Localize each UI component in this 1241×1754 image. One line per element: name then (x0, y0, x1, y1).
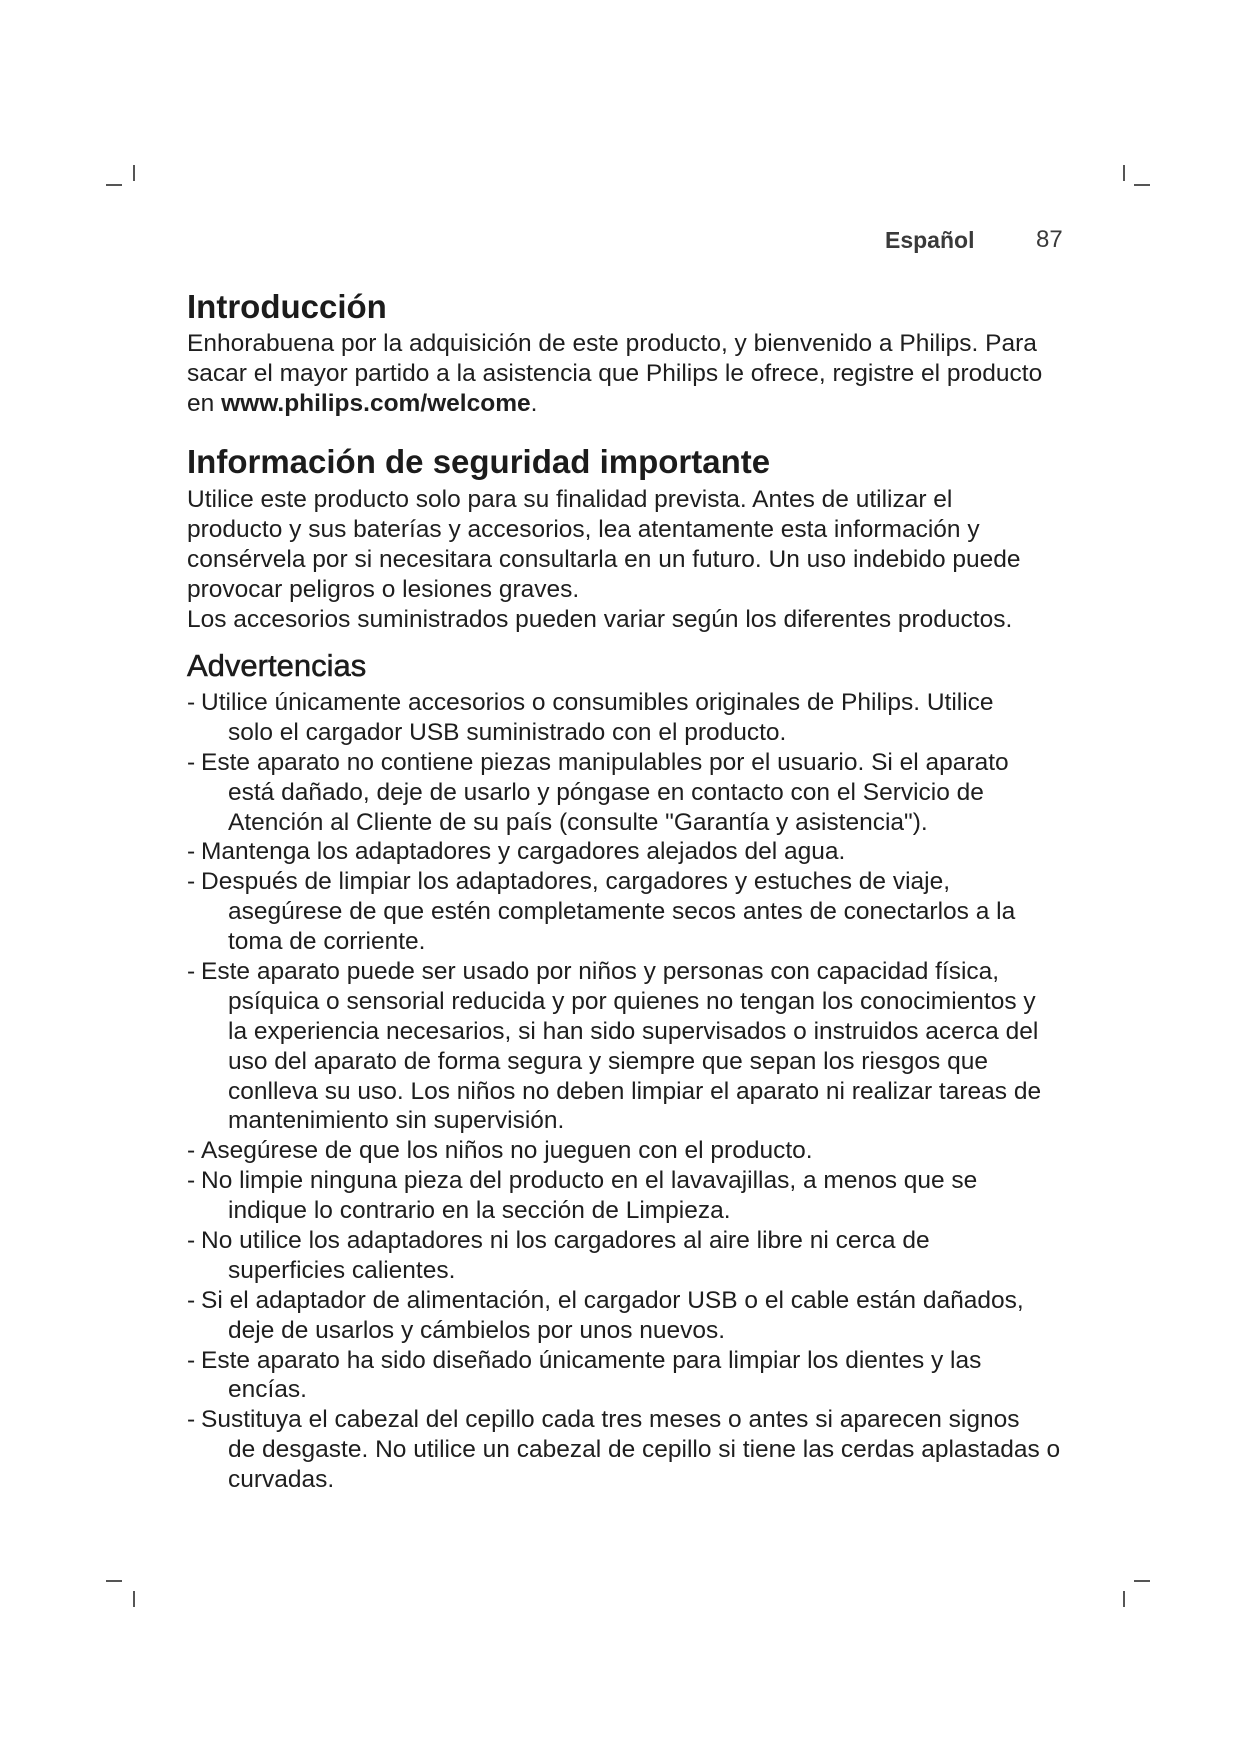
warning-line (187, 867, 1060, 897)
list-marker: - (187, 748, 196, 776)
warning-text: Sustituya el cabezal del cepillo cada tres meses o antes si aparecen signos (201, 1406, 1020, 1434)
warning-line: la experiencia necesarios, si han sido supervisados o instruidos acerca del (228, 1017, 1039, 1045)
crop-mark-bottom-right-horizontal (1134, 1580, 1150, 1582)
website-url: www.philips.com/welcome (221, 389, 531, 417)
warning-text: Este aparato no contiene piezas manipulables por el usuario. Si el aparato (201, 748, 1009, 776)
warning-line (187, 1136, 1060, 1166)
warning-line: uso del aparato de forma segura y siempre que sepan los riesgos que (228, 1047, 988, 1075)
list-marker: - (187, 958, 196, 986)
warning-line (187, 1286, 1060, 1316)
list-marker: - (187, 868, 196, 896)
warning-line: de desgaste. No utilice un cabezal de cepillo si tiene las cerdas aplastadas o (228, 1436, 1061, 1464)
warning-line (187, 1226, 1060, 1256)
warning-item (187, 837, 1060, 867)
crop-mark-top-left-vertical (133, 165, 135, 181)
paragraph-line: provocar peligros o lesiones graves. (187, 575, 580, 603)
paragraph-line: Enhorabuena por la adquisición de este producto, y bienvenido a Philips. Para (187, 330, 1037, 357)
warning-line: solo el cargador USB suministrado con el producto. (228, 718, 787, 746)
warning-line (187, 1166, 1060, 1196)
warning-line (187, 837, 1060, 867)
warning-item (187, 1405, 1060, 1495)
list-marker: - (187, 1137, 196, 1165)
crop-mark-top-right-horizontal (1134, 184, 1150, 186)
warning-item (187, 867, 1060, 957)
warning-item (187, 748, 1060, 838)
warning-item (187, 1136, 1060, 1166)
crop-mark-bottom-right-vertical (1123, 1591, 1125, 1607)
warning-line: toma de corriente. (228, 928, 426, 956)
list-marker: - (187, 1406, 196, 1434)
warning-line: superficies calientes. (228, 1256, 456, 1284)
warning-line (187, 1405, 1060, 1435)
warning-text: Asegúrese de que los niños no jueguen con el producto. (201, 1137, 813, 1165)
warnings-list (187, 688, 1060, 1495)
crop-mark-top-left-horizontal (106, 184, 122, 186)
warning-line: asegúrese de que estén completamente secos antes de conectarlos a la (228, 898, 1016, 926)
sentence-period: . (530, 389, 538, 417)
warning-line: deje de usarlos y cámbielos por unos nuevos. (228, 1316, 726, 1344)
warning-text: Utilice únicamente accesorios o consumibles originales de Philips. Utilice (201, 689, 994, 716)
paragraph-line (187, 389, 1042, 419)
paragraph-line: sacar el mayor partido a la asistencia que Philips le ofrece, registre el producto (187, 359, 1043, 387)
list-marker: - (187, 689, 196, 716)
warning-text: No limpie ninguna pieza del producto en el lavavajillas, a menos que se (201, 1167, 978, 1195)
warning-line: mantenimiento sin supervisión. (228, 1107, 565, 1135)
warning-item (187, 688, 1060, 748)
warning-line (187, 957, 1060, 987)
warning-item (187, 1286, 1060, 1346)
warning-text: Este aparato puede ser usado por niños y personas con capacidad física, (201, 958, 1000, 986)
paragraph-line: consérvela por si necesitara consultarla en un futuro. Un uso indebido puede (187, 545, 1021, 573)
list-marker: - (187, 1227, 196, 1255)
warning-line: conlleva su uso. Los niños no deben limpiar el aparato ni realizar tareas de (228, 1077, 1042, 1105)
crop-mark-bottom-left-horizontal (106, 1580, 122, 1582)
warning-item (187, 957, 1060, 1136)
paragraph-line: Utilice este producto solo para su finalidad prevista. Antes de utilizar el (187, 486, 953, 513)
warning-text: Si el adaptador de alimentación, el cargador USB o el cable están dañados, (201, 1286, 1024, 1314)
header-language: Español (885, 227, 975, 253)
list-marker: - (187, 1346, 196, 1374)
warnings-heading: Advertencias (187, 648, 367, 683)
warning-line (187, 1346, 1060, 1376)
page-number: 87 (1036, 226, 1063, 253)
safety-paragraph (187, 485, 1021, 634)
warning-text: Este aparato ha sido diseñado únicamente para limpiar los dientes y las (201, 1346, 982, 1374)
warning-line: indique lo contrario en la sección de Limpieza. (228, 1197, 731, 1225)
introduction-paragraph (187, 329, 1042, 419)
warning-line: encías. (228, 1376, 307, 1404)
list-marker: - (187, 838, 196, 866)
safety-heading: Información de seguridad importante (187, 443, 771, 480)
paragraph-line: Los accesorios suministrados pueden variar según los diferentes productos. (187, 605, 1013, 633)
warning-line (187, 688, 1060, 718)
warning-item (187, 1346, 1060, 1406)
warning-line: curvadas. (228, 1466, 335, 1494)
warning-item (187, 1166, 1060, 1226)
warning-line (187, 748, 1060, 778)
paragraph-line: producto y sus baterías y accesorios, lea atentamente esta información y (187, 515, 980, 543)
warning-line: psíquica o sensorial reducida y por quienes no tengan los conocimientos y (228, 987, 1036, 1015)
warning-text: Después de limpiar los adaptadores, cargadores y estuches de viaje, (201, 868, 951, 896)
warning-line: Atención al Cliente de su país (consulte "Garantía y asistencia"). (228, 808, 928, 836)
list-marker: - (187, 1286, 196, 1314)
crop-mark-top-right-vertical (1123, 165, 1125, 181)
crop-mark-bottom-left-vertical (133, 1591, 135, 1607)
warning-text: No utilice los adaptadores ni los cargadores al aire libre ni cerca de (201, 1227, 930, 1255)
warning-text: Mantenga los adaptadores y cargadores alejados del agua. (201, 838, 846, 866)
warning-line: está dañado, deje de usarlo y póngase en contacto con el Servicio de (228, 778, 984, 806)
list-marker: - (187, 1167, 196, 1195)
website-prefix: en (187, 389, 215, 417)
warning-item (187, 1226, 1060, 1286)
introduction-heading: Introducción (187, 288, 387, 325)
